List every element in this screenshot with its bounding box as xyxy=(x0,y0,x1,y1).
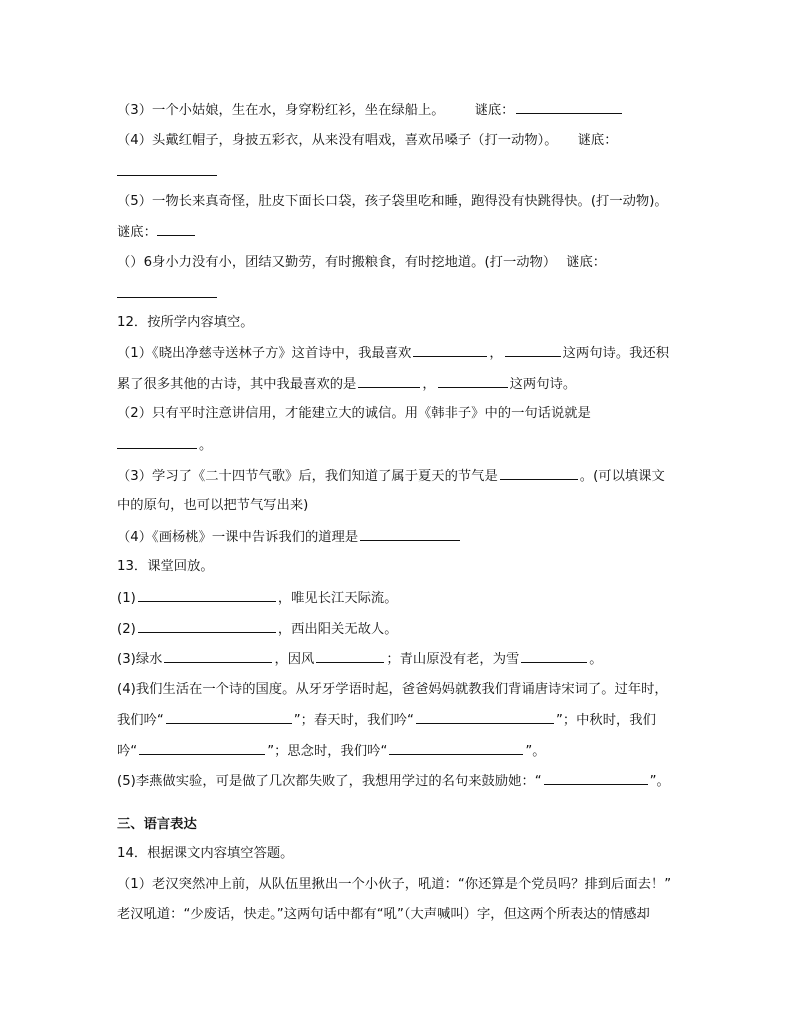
q14-line2 xyxy=(117,906,684,924)
riddle-5-answer-blank[interactable] xyxy=(157,223,195,236)
q12-p1-text-d: 累了很多其他的古诗，其中我最喜欢的是 xyxy=(117,377,357,392)
q12-p4-blank[interactable] xyxy=(360,528,460,541)
riddle-3-answer-label: 谜底： xyxy=(474,103,515,118)
q13-l4-text-b1: 我们吟“ xyxy=(117,713,164,728)
q13-l3-text-a: (3)绿水 xyxy=(117,652,163,667)
q13-l1-blank[interactable] xyxy=(138,589,276,602)
q12-part3-line1 xyxy=(117,467,684,486)
q12-p1-comma: ， xyxy=(489,346,503,361)
q12-p2-blank[interactable] xyxy=(117,436,197,449)
q13-l2-num: (2) xyxy=(117,622,136,637)
q13-l4-text-c1: 吟“ xyxy=(117,744,138,759)
q13-l4-blank-1[interactable] xyxy=(166,711,292,724)
q14-line1 xyxy=(117,876,684,894)
riddle-6-answer-label: 谜底： xyxy=(566,255,607,270)
q13-l3-text-c: ；青山原没有老，为雪 xyxy=(386,652,520,667)
q12-p2-text: （2）只有平时注意讲信用，才能建立大的诚信。用《韩非子》中的一句话说就是 xyxy=(117,406,591,421)
q14-title xyxy=(117,845,684,863)
q13-l4-text-c3: ”。 xyxy=(525,744,546,759)
q13-line5 xyxy=(117,772,684,791)
riddle-6-answer-blank[interactable] xyxy=(117,285,217,298)
q13-l5-text-a: (5)李燕做实验，可是做了几次都失败了，我想用学过的名句来鼓励她：“ xyxy=(117,774,542,789)
q12-part4 xyxy=(117,528,684,547)
q13-title-text: 13．课堂回放。 xyxy=(117,559,214,574)
q12-part2-line1 xyxy=(117,405,684,423)
riddle-5-answer-label: 谜底： xyxy=(117,225,157,240)
q14-l2-text: 老汉吼道：“少废话，快走。”这两句话中都有“吼”（大声喊叫）字，但这两个所表达的情感却 xyxy=(117,907,650,922)
q13-l4-text-b3: ”；中秋时，我们 xyxy=(555,713,656,728)
riddle-4-answer-blank[interactable] xyxy=(117,163,217,176)
q13-l3-text-d: 。 xyxy=(589,652,603,667)
q13-l3-blank-3[interactable] xyxy=(521,650,587,663)
q14-l1-text: （1）老汉突然冲上前，从队伍里揪出一个小伙子，吼道：“你还算是个党员吗？排到后面去！” xyxy=(117,877,672,892)
q13-l3-blank-1[interactable] xyxy=(164,650,272,663)
q12-title-text: 12．按所学内容填空。 xyxy=(117,315,254,330)
q13-l1-tail: ，唯见长江天际流。 xyxy=(277,591,398,606)
q13-l2-blank[interactable] xyxy=(138,620,276,633)
section-3-title xyxy=(117,816,684,834)
q13-line3 xyxy=(117,650,684,669)
q13-l4-text-a: (4)我们生活在一个诗的国度。从牙牙学语时起，爸爸妈妈就教我们背诵唐诗宋词了。过年时， xyxy=(117,682,668,697)
q13-l5-text-b: ”。 xyxy=(649,774,670,789)
q12-part1-line2 xyxy=(117,375,684,394)
riddle-4-answer-line xyxy=(117,163,684,182)
q12-part1-line1 xyxy=(117,344,684,363)
riddle-5-text: （5）一物长来真奇怪，肚皮下面长口袋，孩子袋里吃和睡，跑得没有快跳得快。(打一动物)。 xyxy=(117,194,668,209)
q12-p1-blank-3[interactable] xyxy=(358,375,420,388)
q13-l4-text-c2: ”；思念时，我们吟“ xyxy=(267,744,388,759)
q12-title xyxy=(117,314,684,332)
q13-l3-blank-2[interactable] xyxy=(316,650,384,663)
q13-l4-blank-3[interactable] xyxy=(139,742,265,755)
q13-l4-blank-4[interactable] xyxy=(389,742,523,755)
q13-line4-c xyxy=(117,742,684,761)
q12-p1-comma-2: ， xyxy=(422,377,436,392)
riddle-3-text: （3）一个小姑娘，生在水，身穿粉红衫，坐在绿船上。 xyxy=(117,103,445,118)
q12-part3-line2 xyxy=(117,497,684,515)
riddle-5-answer-line xyxy=(117,223,684,242)
q13-line4-a xyxy=(117,681,684,699)
q12-p3-blank[interactable] xyxy=(500,467,578,480)
riddle-3-answer-blank[interactable] xyxy=(516,101,622,114)
q12-p1-blank-4[interactable] xyxy=(438,375,508,388)
riddle-4 xyxy=(117,132,684,150)
q12-p1-text-c: 这两句诗。我还积 xyxy=(562,346,670,361)
q13-l4-blank-2[interactable] xyxy=(416,711,554,724)
q13-l5-blank[interactable] xyxy=(544,772,648,785)
q12-p3-text-c: 中的原句，也可以把节气写出来) xyxy=(117,498,309,513)
q13-l1-num: (1) xyxy=(117,591,136,606)
q12-part2-line2 xyxy=(117,436,684,455)
q13-line4-b xyxy=(117,711,684,730)
q14-title-text: 14．根据课文内容填空答题。 xyxy=(117,846,294,861)
q12-p2-end: 。 xyxy=(199,438,213,453)
q12-p1-text-f: 这两句诗。 xyxy=(509,377,577,392)
q13-title xyxy=(117,558,684,576)
section-3-title-text: 三、语言表达 xyxy=(117,817,197,832)
q12-p4-text: （4）《画杨桃》一课中告诉我们的道理是 xyxy=(117,530,359,545)
q12-p1-blank-2[interactable] xyxy=(505,344,561,357)
riddle-3 xyxy=(117,101,684,120)
q12-p1-blank-1[interactable] xyxy=(413,344,487,357)
q12-p3-text-a: （3）学习了《二十四节气歌》后，我们知道了属于夏天的节气是 xyxy=(117,469,498,484)
riddle-6-answer-line xyxy=(117,285,684,304)
riddle-4-answer-label: 谜底： xyxy=(577,133,618,148)
riddle-4-text: （4）头戴红帽子，身披五彩衣，从来没有唱戏，喜欢吊嗓子（打一动物）。 xyxy=(117,133,558,148)
q13-l3-text-b: ，因风 xyxy=(274,652,315,667)
q12-p3-text-b: 。(可以填课文 xyxy=(579,469,665,484)
riddle-6-text: （）6身小力没有小，团结又勤劳，有时搬粮食，有时挖地道。(打一动物） xyxy=(117,255,557,270)
q13-line2 xyxy=(117,620,684,639)
riddle-5 xyxy=(117,193,684,211)
q13-line1 xyxy=(117,589,684,608)
q13-l4-text-b2: ”；春天时，我们吟“ xyxy=(293,713,414,728)
riddle-6 xyxy=(117,254,684,272)
q12-p1-text-a: （1）《晓出净慈寺送林子方》这首诗中，我最喜欢 xyxy=(117,346,412,361)
q13-l2-tail: ，西出阳关无故人。 xyxy=(277,622,398,637)
